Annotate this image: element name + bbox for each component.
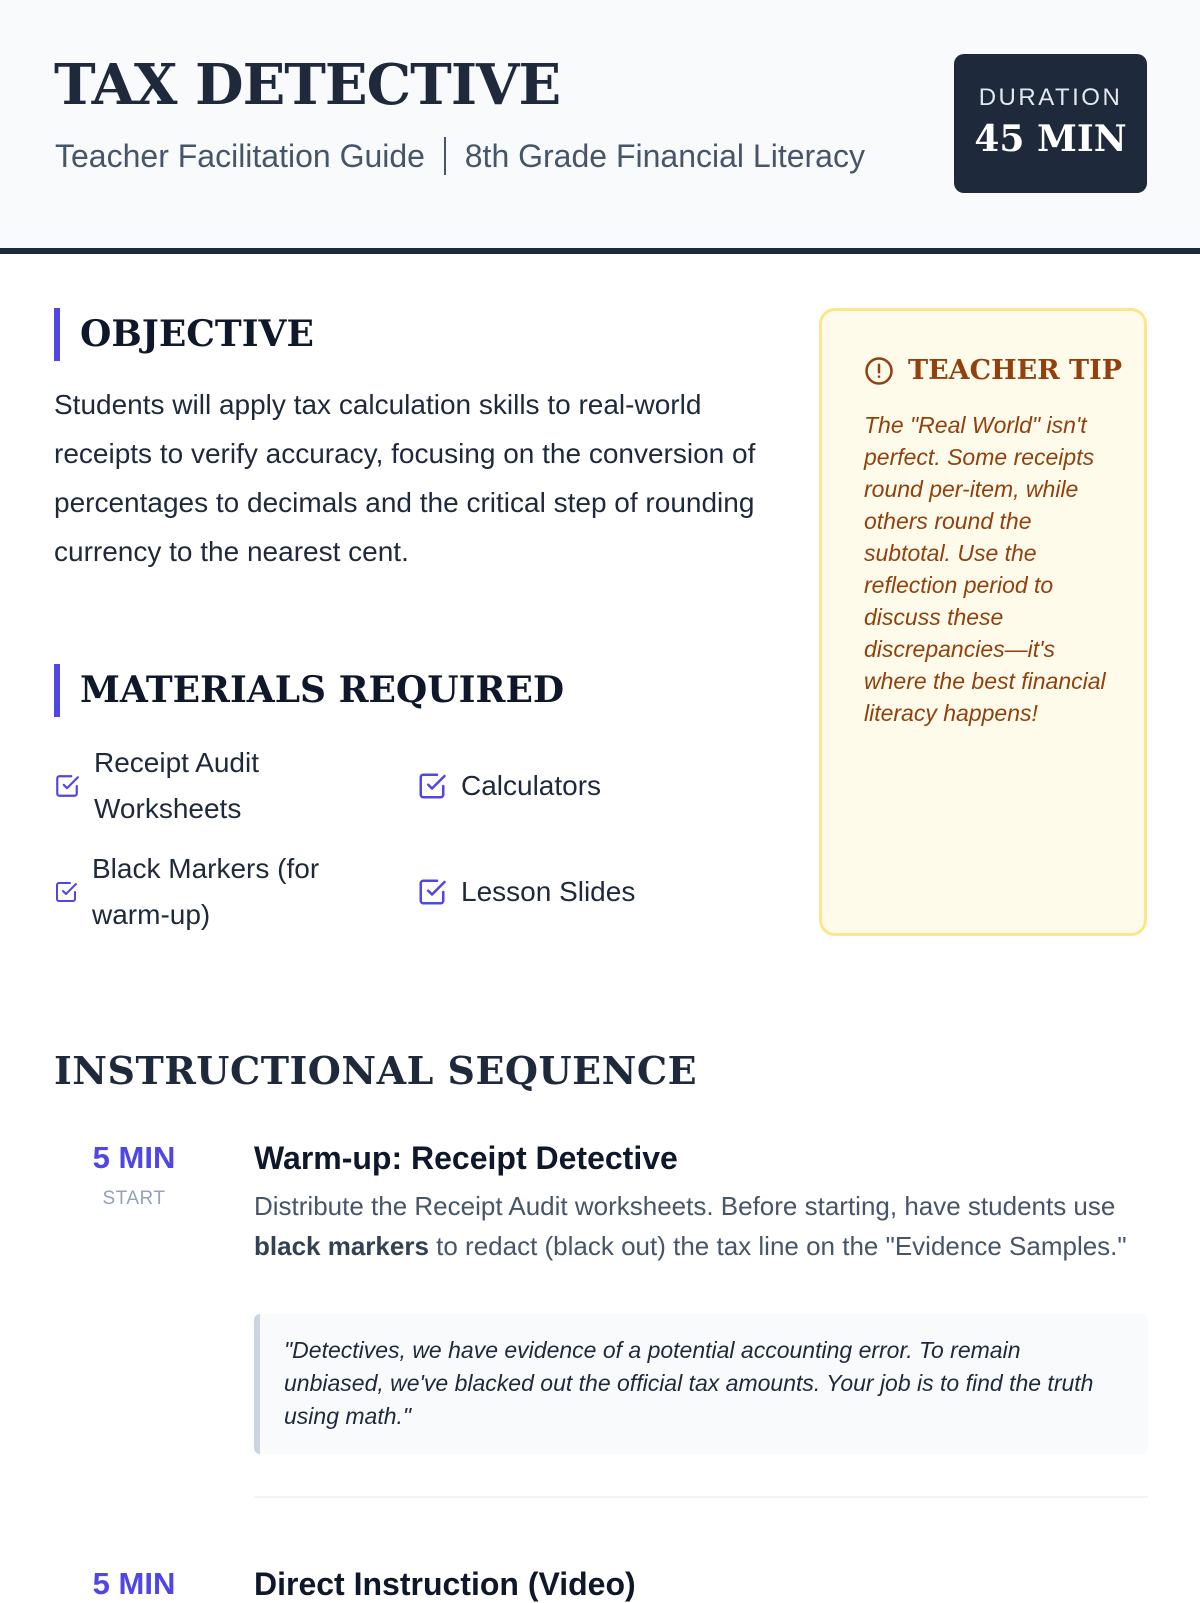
step-title: Direct Instruction (Video) [254,1566,636,1602]
checkbox-checked-icon [417,771,447,801]
teacher-tip-text: The "Real World" isn't perfect. Some receipts round per-item, while others round the subtotal. Use the reflection period to discuss these discrepancies—it's where the best financial literacy happens! [864,412,1106,726]
objective-heading: OBJECTIVE [54,308,314,361]
step-desc-text: Distribute the Receipt Audit worksheets. Before starting, have students use [254,1191,1116,1221]
step-phase: START [102,1188,166,1209]
duration-badge [954,54,1147,193]
subtitle-separator [444,137,446,175]
material-label: Black Markers (for warm-up) [92,853,320,930]
material-label: Lesson Slides [461,876,636,907]
checkbox-checked-icon [54,773,80,799]
page-title: TAX DETECTIVE [54,52,561,118]
step-script-quote: "Detectives, we have evidence of a potential accounting error. To remain unbiased, we've blacked out the official tax amounts. Your job is to find the truth using math." [254,1314,1148,1454]
page-header [0,0,1200,254]
materials-heading: MATERIALS REQUIRED [54,664,564,717]
step-title: Warm-up: Receipt Detective [254,1140,678,1176]
material-item [54,740,384,832]
alert-circle-icon [864,356,894,386]
step-description [254,1186,1148,1266]
teacher-tip-label: TEACHER TIP [908,355,1123,386]
duration-label: DURATION [978,84,1123,111]
step-divider [254,1496,1148,1498]
duration-value: 45 MIN [974,118,1127,160]
checkbox-checked-icon [417,877,447,907]
material-label: Receipt Audit Worksheets [94,747,259,824]
step-desc-text: to redact (black out) the tax line on the "Evidence Samples." [428,1231,1127,1261]
objective-text: Students will apply tax calculation skills to real-world receipts to verify accuracy, focusing on the conversion of percentages to decimals and the critical step of rounding currency to the nearest cent. [54,389,756,567]
step-duration: 5 MIN [92,1140,176,1175]
material-item [417,740,601,832]
subtitle-grade: 8th Grade Financial Literacy [464,138,865,174]
material-item [54,846,384,938]
teacher-tip-box [819,308,1147,936]
page-subtitle [55,137,865,175]
step-desc-emphasis: black markers [254,1231,429,1261]
subtitle-guide: Teacher Facilitation Guide [55,138,425,174]
step-duration: 5 MIN [92,1566,176,1601]
teacher-tip-title [864,355,1122,386]
checkbox-checked-icon [54,880,78,904]
material-label: Calculators [461,770,602,801]
sequence-heading: INSTRUCTIONAL SEQUENCE [54,1048,698,1093]
material-item [417,846,635,938]
